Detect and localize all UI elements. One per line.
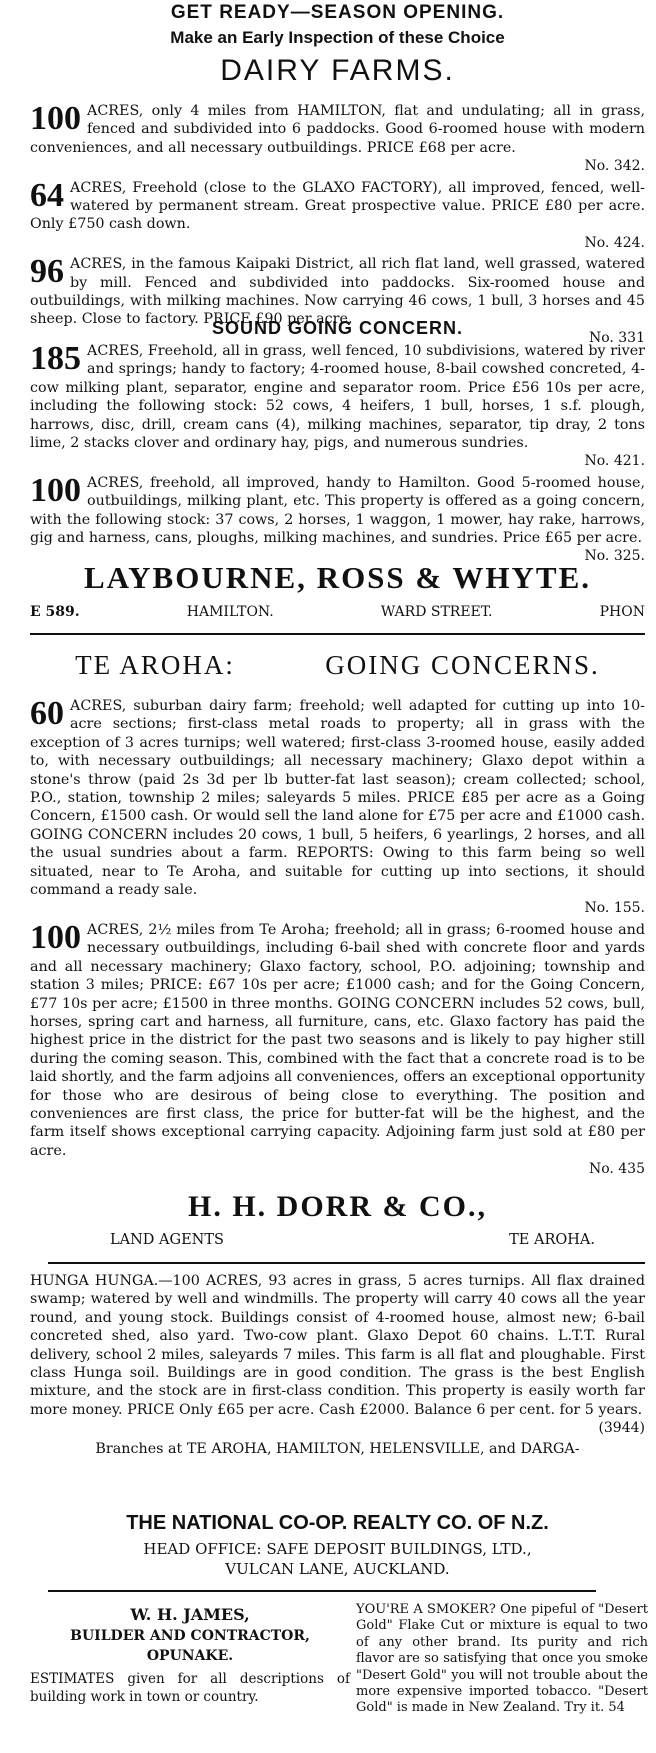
listing-text: ACRES, freehold, all improved, handy to Hamilton. Good 5-roomed house, outbuildings, milking plant, etc. This property is offered as a going concern, with the following stock: 37 cows, 2 horses, 1 waggon, 1 mower, hay rake, harrows, gig and harness, cans, ploughs, milking machines, and sundries. Price £65 per acre.: [30, 474, 645, 547]
branches-line: Branches at TE AROHA, HAMILTON, HELENSVILLE, and DARGA-: [95, 1440, 580, 1457]
box-number: E 589.: [30, 604, 80, 620]
james-ad: [30, 1604, 350, 1706]
hunga-text-para: [30, 1272, 645, 1438]
divider: [48, 1590, 596, 1592]
listing-ref: No. 325.: [584, 548, 645, 565]
dairy-farms-title: DAIRY FARMS.: [220, 54, 455, 87]
listing-ref: No. 342.: [584, 158, 645, 175]
hunga-text: HUNGA HUNGA.—100 ACRES, 93 acres in grass, 5 acres turnips. All flax drained swamp; watered by well and windmills. The property will carry 40 cows all the year round, and young stock. Buildings consist of 4-roomed house, almost new; 6-bail concreted shed, also yard. Two-cow plant. Glaxo Depot 60 chains. L.T.T. Rural delivery, school 2 miles, saleyards 7 miles. This farm is all flat and ploughable. First class Hunga soil. Buildings are in good condition. The grass is the best English mixture, and the stock are in first-class condition. This property is easily worth far more money. PRICE Only £65 per acre. Cash £2000. Balance 6 per cent. for 5 years.: [30, 1273, 645, 1418]
dorr-address-row: [30, 1232, 645, 1248]
dorr-agents: LAND AGENTS: [110, 1232, 224, 1248]
listing-text: ACRES, suburban dairy farm; freehold; well adapted for cutting up into 10-acre sections; first-class metal roads to property; all in grass with the exception of 3 acres turnips; well watered; first-class 3-roomed house, easily added to, with necessary outbuildings; all necessary machinery; Glaxo depot within a stone's throw (paid 2s 3d per lb butter-fat last season); cream collected; school, P.O., station, township 2 miles; saleyards 5 miles. PRICE £85 per acre as a Going Concern, £1500 cash. Or would sell the land alone for £75 per acre and £1000 cash. GOING CONCERN includes 20 cows, 1 bull, 5 heifers, 6 yearlings, 2 horses, and all the usual sundries about a farm. REPORTS: Owing to this farm being so well situated, near to Te Aroha, and suitable for cutting up into sections, it should command a ready sale.: [30, 698, 645, 899]
dorr-firm-name: H. H. DORR & CO.,: [188, 1190, 487, 1223]
smoker-ref: 54: [608, 1700, 625, 1716]
listing-text: ACRES, Freehold (close to the GLAXO FACTORY), all improved, fenced, well-watered by permanent stream. Great prospective value. PRICE £80 per acre. Only £750 cash down.: [30, 179, 645, 233]
listing: [30, 176, 645, 253]
listing: [30, 918, 645, 1179]
acreage-number: 100: [30, 918, 81, 956]
hunga-ad: [30, 1272, 645, 1458]
acreage-number: 185: [30, 340, 81, 377]
head-office-line1: HEAD OFFICE: SAFE DEPOSIT BUILDINGS, LTD.,: [143, 1540, 532, 1558]
james-trade: BUILDER AND CONTRACTOR,: [70, 1628, 310, 1644]
sound-ads: [30, 342, 645, 566]
listing-text: ACRES, Freehold, all in grass, well fenced, 10 subdivisions, watered by river and springs; handy to factory; 4-roomed house, 8-bail cowshed concreted, 4-cow milking plant, separator, engine and separator room. Price £56 10s per acre, including the following stock: 52 cows, 4 heifers, 1 bull, horses, 1 s.f. plough, harrows, disc, drill, cream cans (4), milking machines, separator, tip dray, 2 tons lime, 2 stacks clover and ordinary hay, pigs, and numerous sundries.: [30, 343, 645, 452]
listing: [30, 697, 645, 918]
firm-town: HAMILTON.: [186, 604, 274, 620]
listing: [30, 102, 645, 176]
listing-ref: No. 424.: [584, 234, 645, 251]
aroha-ads: [30, 697, 645, 1179]
james-estimates: ESTIMATES given for all descriptions of building work in town or country.: [30, 1671, 350, 1705]
divider: [30, 633, 645, 635]
acreage-number: 64: [30, 176, 64, 214]
smoker-text: YOU'RE A SMOKER? One pipeful of "Desert Gold" Flake Cut or mixture is equal to two of any other brand. Its purity and rich flavor are so satisfying that once you smoke "Desert Gold" you will not trouble about the more expensive imported tobacco. "Desert Gold" is made in New Zealand. Try it.: [356, 1602, 648, 1716]
inspection-line: Make an Early Inspection of these Choice: [170, 28, 505, 47]
sound-concern-heading: SOUND GOING CONCERN.: [211, 318, 463, 338]
listing: [30, 342, 645, 471]
heading-right: GOING CONCERNS.: [325, 650, 600, 680]
acreage-number: 96: [30, 253, 64, 291]
listing-text: ACRES, in the famous Kaipaki District, all rich flat land, well grassed, watered by mill. Fenced and subdivided into paddocks. Six-roomed house and outbuildings, with milking machines. Now carrying 46 cows, 1 bull, 3 horses and 45 sheep. Close to factory. PRICE £90 per acre.: [30, 256, 645, 328]
firm-address-row: [30, 604, 645, 620]
listing-text: ACRES, only 4 miles from HAMILTON, flat and undulating; all in grass, fenced and subdivided into 6 paddocks. Good 6-roomed house with modern conveniences, and all necessary outbuildings. PRICE £68 per acre.: [30, 103, 645, 156]
listing-ref: No. 421.: [584, 453, 645, 470]
te-aroha-heading: [30, 650, 645, 681]
realty-company: THE NATIONAL CO-OP. REALTY CO. OF N.Z.: [126, 1512, 549, 1534]
james-name: W. H. JAMES,: [130, 1605, 250, 1624]
season-heading: GET READY—SEASON OPENING.: [170, 2, 505, 23]
acreage-number: 60: [30, 695, 64, 732]
acreage-number: 100: [30, 100, 81, 137]
listing: [30, 471, 645, 566]
firm-name: LAYBOURNE, ROSS & WHYTE.: [83, 560, 592, 595]
divider: [48, 1262, 645, 1264]
listing-ref: No. 155.: [584, 900, 645, 917]
dairy-ads: [30, 102, 645, 347]
james-town: OPUNAKE.: [146, 1648, 234, 1664]
firm-phone: PHON: [599, 604, 645, 620]
firm-street: WARD STREET.: [380, 604, 493, 620]
hunga-ref: (3944): [598, 1420, 645, 1437]
listing-text: ACRES, 2½ miles from Te Aroha; freehold; all in grass; 6-roomed house and necessary outbuildings, including 6-bail shed with concrete floor and yards and all necessary machinery; Glaxo factory, school, P.O. adjoining; township and station 3 miles; PRICE: £67 10s per acre; £1000 cash; and for the Going Concern, £77 10s per acre; £1500 in three months. GOING CONCERN includes 52 cows, bull, horses, spring cart and harness, all furniture, cans, etc. Glaxo factory has paid the highest price in the district for the past two seasons and is likely to pay higher still during the coming season. This, combined with the fact that a concrete road is to be laid shortly, and the farm adjoins all conveniences, offers an exceptional opportunity for those who are desirous of being close to everything. The position and conveniences are first class, the price for butter-fat will be the highest, and the farm itself shows exceptional carrying capacity. Adjoining farm just sold at £80 per acre.: [30, 921, 645, 1159]
dorr-town: TE AROHA.: [509, 1232, 595, 1248]
acreage-number: 100: [30, 471, 81, 509]
smoker-ad: [356, 1602, 648, 1717]
listing-ref: No. 331: [588, 329, 645, 346]
head-office-line2: VULCAN LANE, AUCKLAND.: [225, 1560, 450, 1578]
heading-left: TE AROHA:: [75, 650, 235, 680]
listing-ref: No. 435: [588, 1161, 645, 1178]
